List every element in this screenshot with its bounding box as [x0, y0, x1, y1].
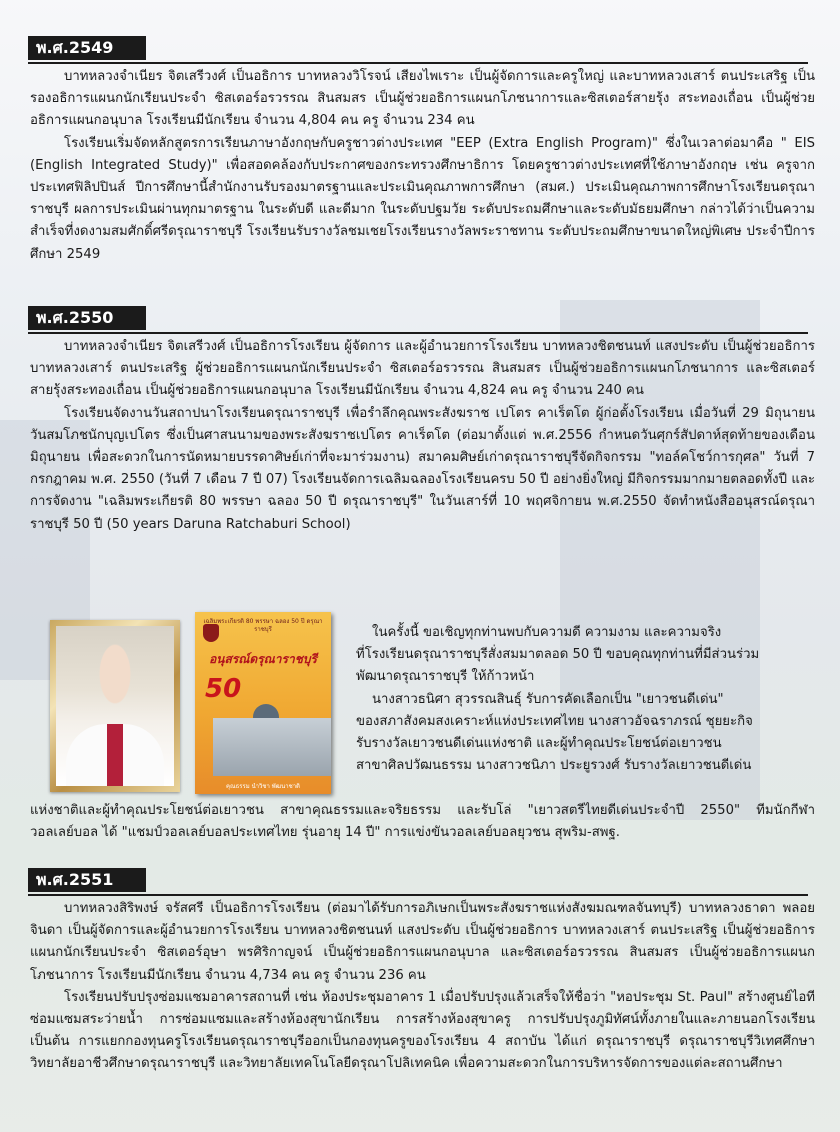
anniversary-book-cover	[195, 612, 331, 794]
section-2550	[30, 336, 815, 536]
paragraph-2549-program: โรงเรียนเริ่มจัดหลักสูตรการเรียนภาษาอังกฤษกับครูชาวต่างประเทศ "EEP (Extra English Program)" ซึ่งในเวลาต่อมาคือ " EIS (English Integrated Study)" เพื่อสอดคล้องกับประกาศของกระทรวงศึกษาธิการ โดยครูชาวต่างประเทศที่ใช้ภาษาอังกฤษ เช่น ครูจากประเทศฟิลิปปินส์ ปีการศึกษานี้สำนักงานรับรองมาตรฐานและประเมินคุณภาพการศึกษา (สมศ.) ประเมินคุณภาพการศึกษาโรงเรียนดรุณาราชบุรี ผลการประเมินผ่านทุกมาตรฐาน ในระดับดี และดีมาก ในระดับปฐมวัย ระดับประถมศึกษาและระดับมัธยมศึกษา กล่าวได้ว่าเป็นความสำเร็จที่งดงามสมศักดิ์ศรีดรุณาราชบุรี โรงเรียนรับรางวัลชมเชยโรงเรียนรางวัลพระราชทาน ระดับประถมศึกษาขนาดใหญ่พิเศษ ประจำปีการศึกษา 2549	[30, 135, 815, 262]
side-line: พัฒนาดรุณาราชบุรี ให้ก้าวหน้า	[356, 669, 535, 685]
book-footer-text: คุณธรรม นำวิชา พัฒนาชาติ	[226, 783, 300, 790]
paragraph-2551-staff: บาทหลวงสิริพงษ์ จรัสศรี เป็นอธิการโรงเรียน (ต่อมาได้รับการอภิเษกเป็นพระสังฆราชแห่งสังฆมณฑลจันทบุรี) บาทหลวงธาดา พลอยจินดา เป็นผู้จัดการและผู้อำนวยการโรงเรียน บาทหลวงชิตชนนท์ แสงประดับ เป็นผู้ช่วยอธิการ บาทหลวงเสาร์ ตนประเสริฐ เป็นผู้ช่วยอธิการแผนกนักเรียนประจำ ซิสเตอร์อุษา พรศิริกาญจน์ เป็นผู้ช่วยอธิการแผนกอนุบาล และซิสเตอร์อรวรรณ สินสมสร เป็นผู้ช่วยอธิการแผนกโภชนาการ โรงเรียนมีนักเรียน จำนวน 4,734 คน ครู จำนวน 236 คน	[30, 901, 815, 983]
side-text	[356, 622, 816, 777]
side-line: ในครั้งนี้ ขอเชิญทุกท่านพบกับความดี ความงาม และความจริง	[372, 625, 722, 640]
section-2551	[30, 898, 815, 1076]
portrait-sash	[107, 724, 123, 786]
side-line: นางสาวธนิศา สุวรรณสินธุ์ รับการคัดเลือกเป็น "เยาวชนดีเด่น"	[372, 691, 724, 707]
book-top-text: เฉลิมพระเกียรติ 80 พรรษา ฉลอง 50 ปี ดรุณาราชบุรี	[203, 618, 323, 633]
paragraph-2550-staff: บาทหลวงจำเนียร จิตเสรีวงศ์ เป็นอธิการโรงเรียน ผู้จัดการ และผู้อำนวยการโรงเรียน บาทหลวงชิตชนนท์ แสงประดับ เป็นผู้ช่วยอธิการ บาทหลวงเสาร์ ตนประเสริฐ ผู้ช่วยอธิการแผนกนักเรียนประจำ ซิสเตอร์อรวรรณ สินสมสร เป็นผู้ช่วยอธิการแผนกโภชนาการ และซิสเตอร์สายรุ้งสระทองเถื่อน เป็นผู้ช่วยอธิการแผนกอนุบาล โรงเรียนมีนักเรียน จำนวน 4,824 คน ครู จำนวน 240 คน	[30, 339, 815, 399]
portrait-image	[56, 626, 174, 786]
side-line: รับรางวัลเยาวชนดีเด่นแห่งชาติ และผู้ทำคุณประโยชน์ต่อเยาวชน	[356, 736, 722, 752]
paragraph-2549-staff: บาทหลวงจำเนียร จิตเสรีวงศ์ เป็นอธิการ บาทหลวงวิโรจน์ เสียงไพเราะ เป็นผู้จัดการและครูใหญ่ และบาทหลวงเสาร์ ตนประเสริฐ เป็นรองอธิการแผนกนักเรียนประจำ ซิสเตอร์อรวรรณ สินสมสร เป็นผู้ช่วยอธิการแผนกโภชนาการและซิสเตอร์สายรุ้ง สระทองเถื่อน เป็นผู้ช่วยอธิการแผนกอนุบาล โรงเรียนมีนักเรียน จำนวน 4,804 คน ครู จำนวน 234 คน	[30, 69, 815, 129]
year-heading-2549: พ.ศ.2549	[28, 36, 146, 60]
book-number: 50	[205, 674, 242, 704]
paragraph-2550-awards: แห่งชาติและผู้ทำคุณประโยชน์ต่อเยาวชน สาขาคุณธรรมและจริยธรรม และรับโล่ "เยาวสตรีไทยดีเด่นประจำปี 2550" ทีมนักกีฬาวอลเลย์บอล ได้ "แชมป์วอลเลย์บอลประเทศไทย รุ่นอายุ 14 ปี" การแข่งขันวอลเลย์บอลยุวชน สุพริม-สพฐ.	[30, 803, 815, 841]
paragraph-2550-events: โรงเรียนจัดงานวันสถาปนาโรงเรียนดรุณาราชบุรี เพื่อรำลึกคุณพระสังฆราช เปโตร คาเร็ตโต ผู้ก่อตั้งโรงเรียน เมื่อวันที่ 29 มิถุนายน วันสมโภชนักบุญเปโตร ซึ่งเป็นศาสนนามของพระสังฆราชเปโตร คาเร็ตโต (ต่อมาตั้งแต่ พ.ศ.2556 กำหนดวันศุกร์สัปดาห์สุดท้ายของเดือนมิถุนายน เพื่อสะดวกในการนัดหมายบรรดาศิษย์เก่าที่จะมาร่วมงาน) สมาคมศิษย์เก่าดรุณาราชบุรีจัดกิจกรรม "ทอล์คโชว์การกุศล" วันที่ 7 กรกฎาคม พ.ศ. 2550 (วันที่ 7 เดือน 7 ปี 07) โรงเรียนจัดการเฉลิมฉลองโรงเรียนครบ 50 ปี อย่างยิ่งใหญ่ มีกิจกรรมมากมายตลอดทั้งปี และการจัดงาน "เฉลิมพระเกียรติ 80 พรรษา ฉลอง 50 ปี ดรุณาราชบุรี" ในวันเสาร์ที่ 10 พฤศจิกายน พ.ศ.2550 จัดทำหนังสืออนุสรณ์ดรุณาราชบุรี 50 ปี (50 years Daruna Ratchaburi School)	[30, 405, 815, 532]
year-heading-2551: พ.ศ.2551	[28, 868, 146, 892]
section-2549	[30, 66, 815, 266]
paragraph-2551-renovation: โรงเรียนปรับปรุงซ่อมแซมอาคารสถานที่ เช่น ห้องประชุมอาคาร 1 เมื่อปรับปรุงแล้วเสร็จให้ชื่อว่า "หอประชุม St. Paul" สร้างศูนย์ไอที ซ่อมแซมสระว่ายน้ำ การซ่อมแซมและสร้างห้องสุขานักเรียน การสร้างห้องสุขาครู การปรับปรุงภูมิทัศน์ทั้งภายในและภายนอกโรงเรียน เป็นต้น การแยกกองทุนครูโรงเรียนดรุณาราชบุรีออกเป็นกองทุนครูของโรงเรียน 4 สถาบัน ได้แก่ ดรุณาราชบุรี ดรุณาราชบุรีวิเทศศึกษา วิทยาลัยอาชีวศึกษาดรุณาราชบุรี และวิทยาลัยเทคโนโลยีดรุณาโปลิเทคนิค เพื่อความสะดวกในการบริหารจัดการของแต่ละสถานศึกษา	[30, 989, 815, 1072]
side-line: ที่โรงเรียนดรุณาราชบุรีสั่งสมมาตลอด 50 ปี ขอบคุณทุกท่านที่มีส่วนร่วม	[356, 647, 760, 663]
founder-portrait	[50, 620, 180, 792]
side-line: ของสภาสังคมสงเคราะห์แห่งประเทศไทย นางสาวอัจฉราภรณ์ ชุยยะกิจ	[356, 713, 753, 729]
year-heading-2550: พ.ศ.2550	[28, 306, 146, 330]
book-building	[213, 718, 331, 776]
side-line: สาขาศิลปวัฒนธรรม นางสาวชนิภา ประยูรวงศ์ รับรางวัลเยาวชนดีเด่น	[356, 758, 752, 774]
book-title: อนุสรณ์ดรุณาราชบุรี	[209, 652, 317, 666]
